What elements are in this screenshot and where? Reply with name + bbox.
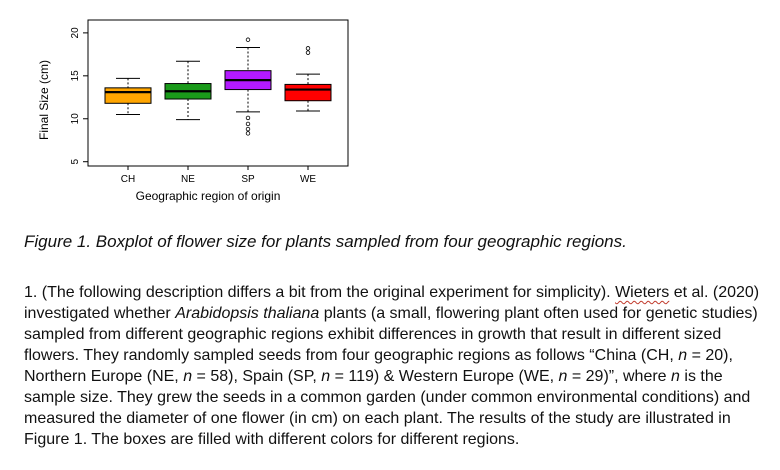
outlier-point — [306, 47, 310, 51]
question-text: is the sample size. They grew the seeds in a common garden (under common environmental conditions) and measured the diameter of one flower (in cm) on each plant. The results of the study are illustrated in Figure 1. The boxes are filled with different colors for different regions. — [24, 368, 751, 448]
question-text: plants (a small, flowering plant often used for genetic studies) sampled from different geographic regions exhibit differences in growth that result in different sized flowers. They randomly sampled seeds from four geographic regions as follows “China (CH, — [24, 305, 758, 364]
sample-size-symbol: n — [558, 368, 568, 385]
outlier-point — [246, 127, 250, 131]
figure-caption: Figure 1. Boxplot of flower size for plants sampled from four geographic regions. — [24, 232, 627, 251]
species-name: Arabidopsis thaliana — [175, 305, 320, 322]
question-text: = 58), Spain (SP, — [192, 368, 322, 385]
x-axis-label: Geographic region of origin — [135, 189, 281, 203]
outlier-point — [246, 122, 250, 126]
question-paragraph — [24, 282, 768, 450]
box-ch — [105, 88, 151, 103]
x-tick-label: CH — [120, 174, 136, 185]
sample-size-symbol: n — [321, 368, 331, 385]
x-tick-label: NE — [181, 174, 195, 185]
question-text: = 119) & Western Europe (WE, — [330, 368, 559, 385]
sample-size-symbol: n — [678, 347, 688, 364]
y-tick-label: 10 — [70, 113, 81, 125]
sample-size-symbol: n — [183, 368, 193, 385]
outlier-point — [306, 51, 310, 55]
question-text: = 29)”, where — [567, 368, 672, 385]
author-name: Wieters — [615, 284, 670, 301]
outlier-point — [246, 116, 250, 120]
box-we — [285, 84, 331, 100]
question-text: = 20), Northern Europe (NE, — [24, 347, 733, 385]
x-tick-label: WE — [299, 174, 317, 185]
question-text: et al. (2020) investigated whether — [24, 284, 760, 322]
y-tick-label: 15 — [70, 70, 81, 82]
outlier-point — [246, 132, 250, 136]
question-text: 1. (The following description differs a bit from the original experiment for simplicity). — [24, 284, 616, 301]
boxplot-chart — [0, 0, 780, 230]
x-tick-label: SP — [241, 174, 255, 185]
y-tick-label: 20 — [70, 27, 81, 39]
y-axis-label: Final Size (cm) — [37, 59, 51, 141]
sample-size-symbol: n — [671, 368, 680, 385]
outlier-point — [246, 38, 250, 42]
y-tick-label: 5 — [70, 158, 81, 165]
